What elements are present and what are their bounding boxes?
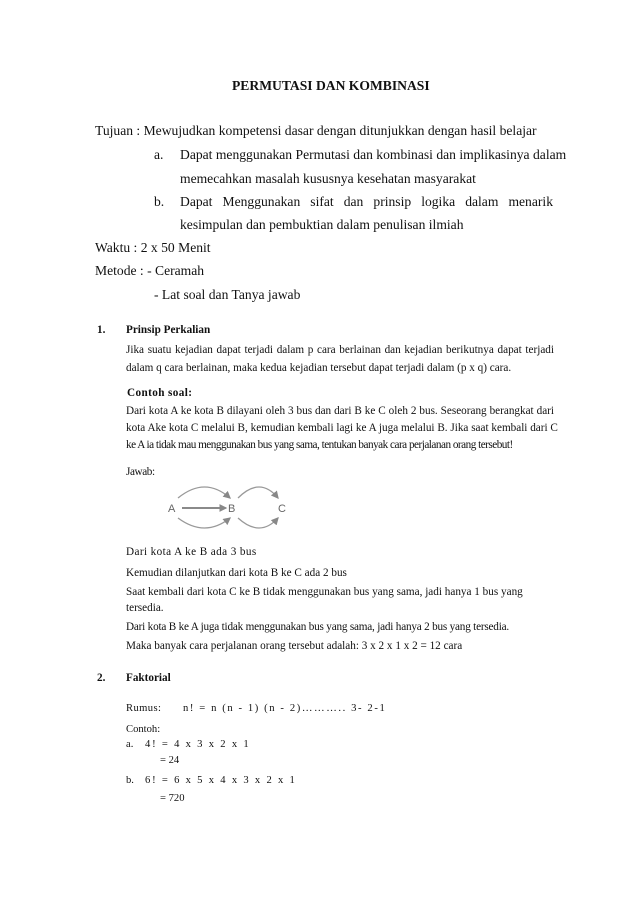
answer-line6: Maka banyak cara perjalanan orang tersebut adalah: 3 x 2 x 1 x 2 = 12 cara: [126, 640, 463, 652]
soal-line2: kota Ake kota C melalui B, kemudian kembali lagi ke A juga melalui B. Jika saat kembali dari C: [126, 422, 558, 434]
waktu-text: Waktu : 2 x 50 Menit: [95, 240, 211, 255]
metode-line1: Metode : - Ceramah: [95, 263, 205, 278]
tujuan-item-a-line2: memecahkan masalah kususnya kesehatan masyarakat: [180, 171, 476, 186]
arc-ab-bottom: [178, 518, 230, 528]
arc-ab-top: [178, 487, 230, 498]
tujuan-item-b-line1: Dapat Menggunakan sifat dan prinsip logika dalam menarik: [180, 194, 553, 209]
rumus-label: Rumus:: [126, 703, 162, 714]
tujuan-item-b-line2: kesimpulan dan pembuktian dalam penulisan ilmiah: [180, 217, 464, 232]
tujuan-item-b-marker: b.: [154, 194, 165, 209]
answer-line5: Dari kota B ke A juga tidak menggunakan bus yang sama, jadi hanya 2 bus yang tersedia.: [126, 621, 509, 633]
answer-line2: Kemudian dilanjutkan dari kota B ke C ada 2 bus: [126, 567, 347, 579]
soal-line3: ke A ia tidak mau menggunakan bus yang sama, tentukan banyak cara perjalanan orang tersebut!: [126, 439, 513, 451]
node-a: A: [168, 503, 176, 515]
example-b-marker: b.: [126, 775, 134, 786]
contoh-soal-heading: Contoh soal:: [127, 387, 193, 399]
node-c: C: [278, 503, 286, 515]
example-b-result: = 720: [160, 793, 185, 804]
metode-line2: - Lat soal dan Tanya jawab: [154, 287, 301, 302]
rumus-formula: n! = n (n - 1) (n - 2)……….. 3- 2-1: [183, 703, 387, 714]
section1-heading: Prinsip Perkalian: [126, 324, 211, 336]
example-a-result: = 24: [160, 755, 180, 766]
jawab-label: Jawab:: [126, 466, 155, 478]
tujuan-item-a-line1: Dapat menggunakan Permutasi dan kombinasi dan implikasinya dalam: [180, 147, 567, 162]
arc-bc-bottom: [238, 518, 278, 528]
section1-number: 1.: [97, 324, 106, 336]
arc-bc-top: [238, 487, 278, 498]
contoh-label: Contoh:: [126, 724, 161, 735]
page-title: PERMUTASI DAN KOMBINASI: [232, 78, 430, 93]
section1-para-line2: dalam q cara berlainan, maka kedua kejadian tersebut dapat terjadi dalam (p x q) cara.: [126, 362, 512, 374]
section2-heading: Faktorial: [126, 672, 171, 684]
example-a-marker: a.: [126, 739, 134, 750]
soal-line1: Dari kota A ke kota B dilayani oleh 3 bus dan dari B ke C oleh 2 bus. Seseorang berangkat dari: [126, 405, 554, 417]
answer-line3: Saat kembali dari kota C ke B tidak menggunakan bus yang sama, jadi hanya 1 bus yang: [126, 586, 523, 598]
tujuan-item-a-marker: a.: [154, 147, 164, 162]
tujuan-label: Tujuan : Mewujudkan kompetensi dasar dengan ditunjukkan dengan hasil belajar: [95, 123, 537, 138]
example-a-formula: 4! = 4 x 3 x 2 x 1: [145, 739, 251, 750]
route-diagram: [150, 478, 310, 538]
example-b-formula: 6! = 6 x 5 x 4 x 3 x 2 x 1: [145, 775, 297, 786]
node-b: B: [228, 503, 236, 515]
answer-line1: Dari kota A ke B ada 3 bus: [126, 546, 257, 558]
section2-number: 2.: [97, 672, 106, 684]
answer-line4: tersedia.: [126, 602, 164, 614]
section1-para-line1: Jika suatu kejadian dapat terjadi dalam p cara berlainan dan kejadian berikutnya dapat terjadi: [126, 344, 554, 356]
